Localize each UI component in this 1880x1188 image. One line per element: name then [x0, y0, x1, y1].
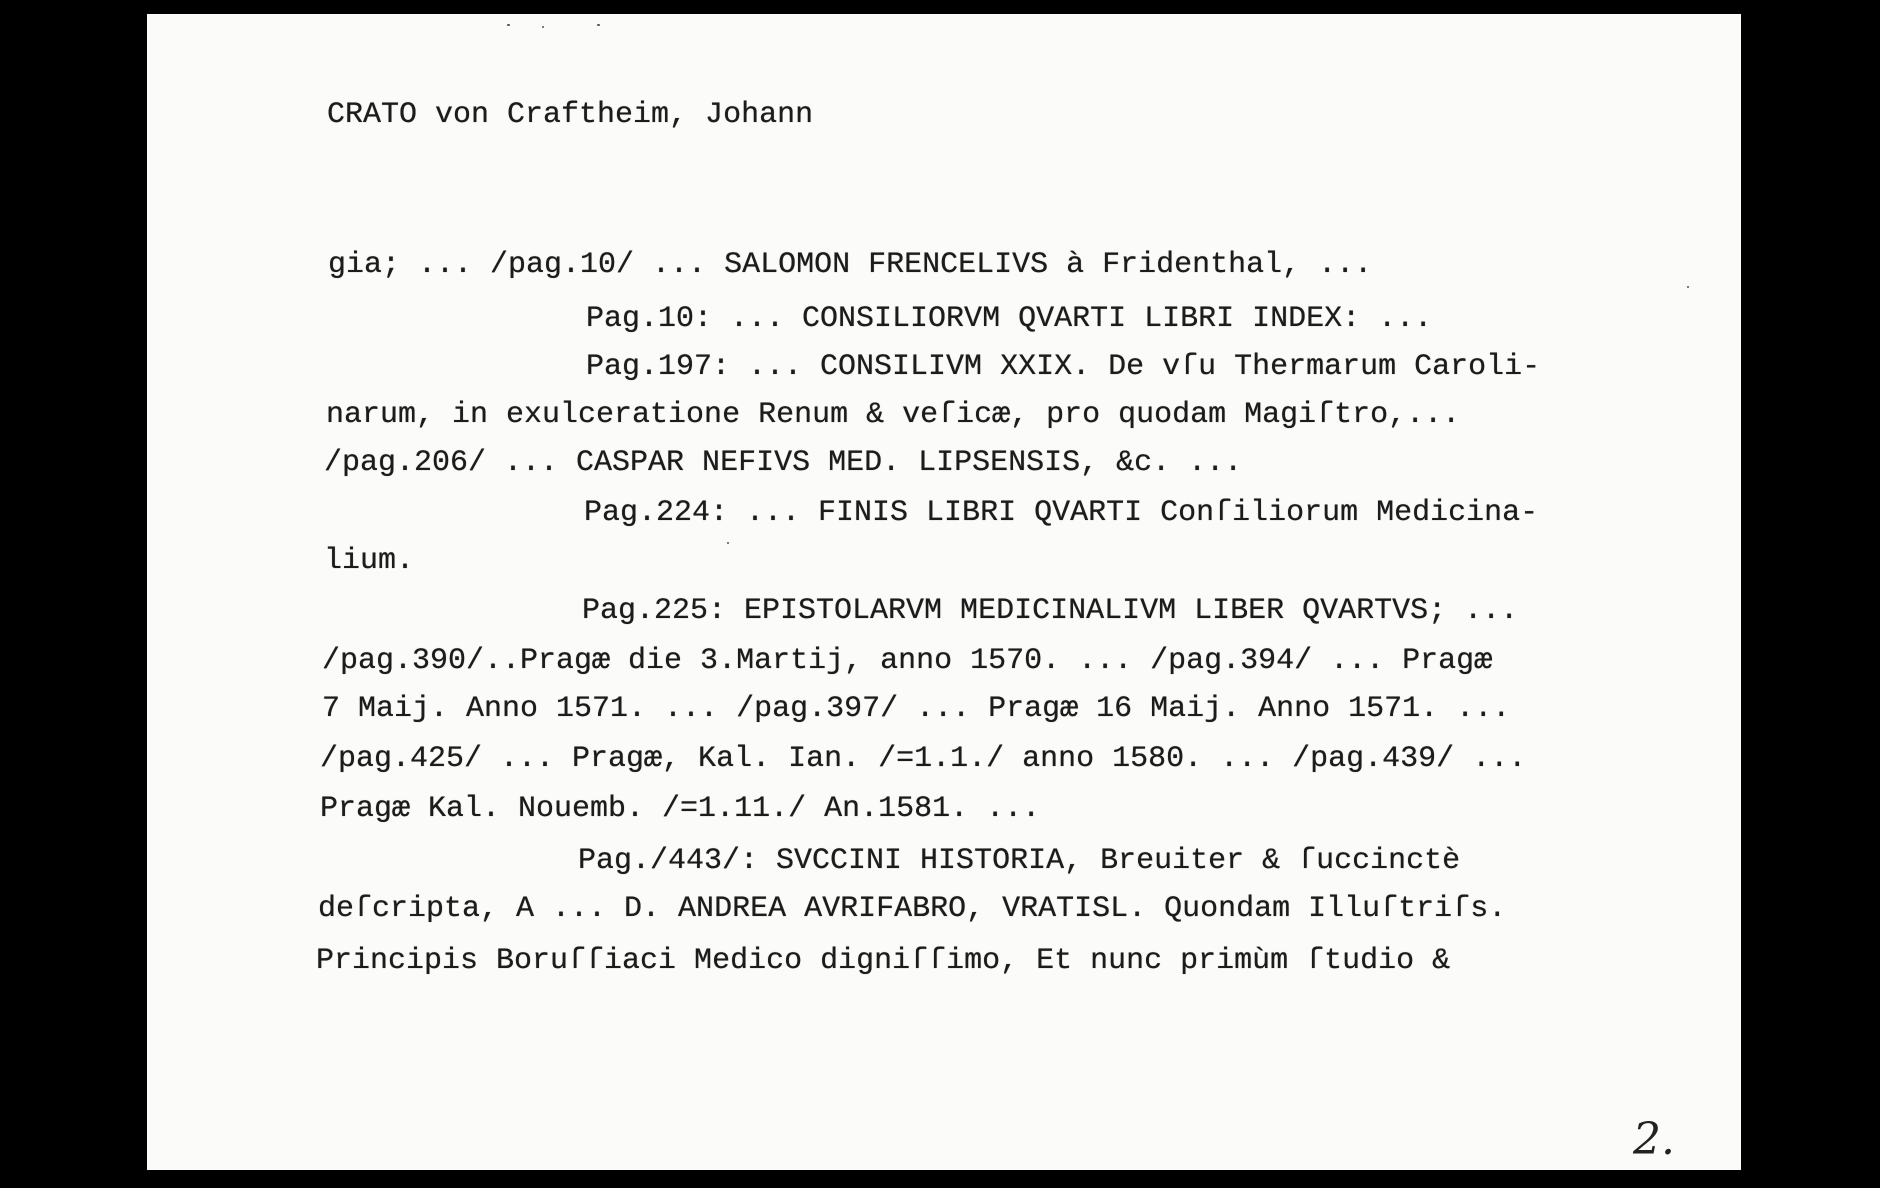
text-line-9: /pag.390/..Pragæ die 3.Martij, anno 1570. ... /pag.394/ ... Pragæ: [322, 644, 1493, 678]
page-number: 2.: [1633, 1114, 1675, 1165]
text-line-14: deſcripta, A ... D. ANDREA AVRIFABRO, VRATISL. Quondam Illuſtriſs.: [318, 892, 1507, 926]
text-line-13: Pag./443/: SVCCINI HISTORIA, Breuiter & ſuccinctè: [578, 844, 1461, 878]
text-line-4: narum, in exulceratione Renum & veſicæ, pro quodam Magiſtro,...: [326, 398, 1461, 432]
card-heading: CRATO von Craftheim, Johann: [327, 98, 814, 132]
scan-speck: [507, 24, 510, 26]
text-line-11: /pag.425/ ... Pragæ, Kal. Ian. /=1.1./ anno 1580. ... /pag.439/ ...: [320, 742, 1527, 776]
text-line-1: gia; ... /pag.10/ ... SALOMON FRENCELIVS à Fridenthal, ...: [328, 248, 1373, 282]
text-line-5: /pag.206/ ... CASPAR NEFIVS MED. LIPSENSIS, &c. ...: [324, 446, 1243, 480]
text-line-2: Pag.10: ... CONSILIORVM QVARTI LIBRI INDEX: ...: [586, 302, 1433, 336]
text-line-6: Pag.224: ... FINIS LIBRI QVARTI Conſiliorum Medicina-: [584, 496, 1539, 530]
scan-speck: [597, 24, 600, 26]
scan-speck: [542, 26, 544, 28]
catalog-card: [147, 14, 1741, 1170]
text-line-15: Principis Boruſſiaci Medico digniſſimo, Et nunc primùm ſtudio &: [316, 944, 1451, 978]
scan-speck: [1687, 286, 1689, 288]
text-line-3: Pag.197: ... CONSILIVM XXIX. De vſu Thermarum Caroli-: [586, 350, 1541, 384]
text-line-12: Pragæ Kal. Nouemb. /=1.11./ An.1581. ...: [320, 792, 1041, 826]
text-line-10: 7 Maij. Anno 1571. ... /pag.397/ ... Pragæ 16 Maij. Anno 1571. ...: [322, 692, 1511, 726]
text-line-8: Pag.225: EPISTOLARVM MEDICINALIVM LIBER QVARTVS; ...: [582, 594, 1519, 628]
scan-speck: [727, 542, 729, 544]
text-line-7: lium.: [324, 544, 415, 578]
